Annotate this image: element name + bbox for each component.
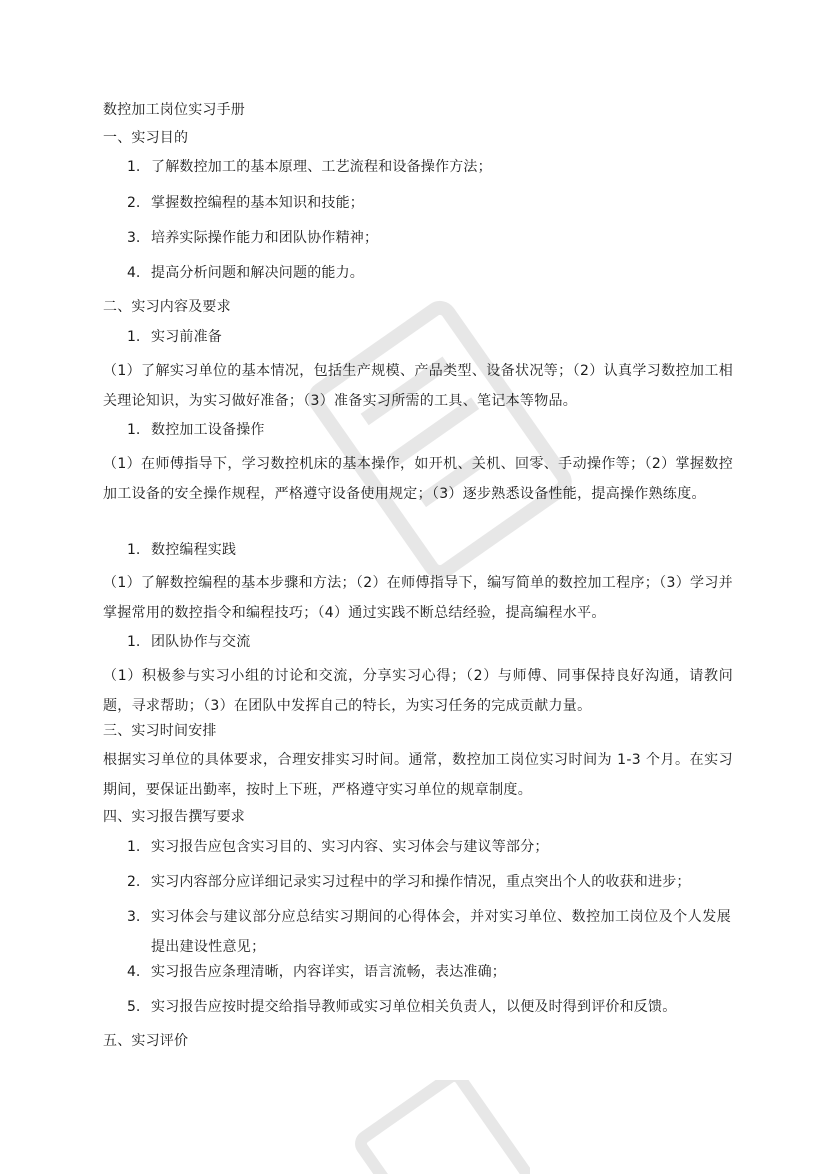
section-heading-1: 一、实习目的 — [103, 130, 189, 146]
list-number: 1. — [127, 159, 141, 175]
list-item: 培养实际操作能力和团队协作精神； — [151, 230, 379, 246]
list-item: 实习报告应按时提交给指导教师或实习单位相关负责人，以便及时得到评价和反馈。 — [151, 999, 677, 1015]
list-item: 实习报告应条理清晰，内容详实，语言流畅，表达准确； — [151, 964, 506, 980]
list-number: 1. — [127, 839, 141, 855]
list-item: 了解数控加工的基本原理、工艺流程和设备操作方法； — [151, 159, 492, 175]
list-number: 4. — [127, 964, 141, 980]
list-number: 3. — [127, 909, 141, 925]
subsection-title: 团队协作与交流 — [151, 634, 251, 650]
list-item: 实习报告应包含实习目的、实习内容、实习体会与建议等部分； — [151, 839, 549, 855]
list-number: 3. — [127, 230, 141, 246]
watermark-graphic — [300, 290, 580, 590]
list-item: 掌握数控编程的基本知识和技能； — [151, 195, 364, 211]
list-number: 2. — [127, 195, 141, 211]
list-item: 实习内容部分应详细记录实习过程中的学习和操作情况，重点突出个人的收获和进步； — [151, 874, 691, 890]
subsection-title: 数控加工设备操作 — [151, 422, 265, 438]
paragraph: （1）了解实习单位的基本情况，包括生产规模、产品类型、设备状况等；（2）认真学习数控加工相关理论知识，为实习做好准备；（3）准备实习所需的工具、笔记本等物品。 — [103, 363, 733, 409]
subsection-number: 1. — [127, 542, 141, 558]
list-item: 提高分析问题和解决问题的能力。 — [151, 265, 364, 281]
subsection-number: 1. — [127, 634, 141, 650]
list-number: 2. — [127, 874, 141, 890]
section-heading-2: 二、实习内容及要求 — [103, 299, 231, 315]
list-number: 5. — [127, 999, 141, 1015]
paragraph: （1）了解数控编程的基本步骤和方法；（2）在师傅指导下，编写简单的数控加工程序；（3）学习并掌握常用的数控指令和编程技巧；（4）通过实践不断总结经验，提高编程水平。 — [103, 575, 733, 621]
paragraph: （1）在师傅指导下，学习数控机床的基本操作，如开机、关机、回零、手动操作等；（2）掌握数控加工设备的安全操作规程，严格遵守设备使用规定；（3）逐步熟悉设备性能，提高操作熟练度。 — [103, 456, 733, 502]
subsection-number: 1. — [127, 329, 141, 345]
section-heading-5: 五、实习评价 — [103, 1033, 189, 1049]
paragraph: （1）积极参与实习小组的讨论和交流，分享实习心得；（2）与师傅、同事保持良好沟通，请教问题，寻求帮助；（3）在团队中发挥自己的特长，为实习任务的完成贡献力量。 — [103, 668, 733, 714]
subsection-number: 1. — [127, 422, 141, 438]
paragraph: 根据实习单位的具体要求，合理安排实习时间。通常，数控加工岗位实习时间为 1-3 个月。在实习期间，要保证出勤率，按时上下班，严格遵守实习单位的规章制度。 — [103, 752, 733, 798]
list-number: 4. — [127, 265, 141, 281]
section-heading-3: 三、实习时间安排 — [103, 723, 217, 739]
section-heading-4: 四、实习报告撰写要求 — [103, 809, 245, 825]
list-item: 实习体会与建议部分应总结实习期间的心得体会，并对实习单位、数控加工岗位及个人发展提出建设性意见； — [151, 909, 731, 955]
subsection-title: 实习前准备 — [151, 329, 222, 345]
subsection-title: 数控编程实践 — [151, 542, 237, 558]
page-title: 数控加工岗位实习手册 — [103, 102, 245, 118]
watermark-graphic-bottom — [330, 1080, 530, 1174]
